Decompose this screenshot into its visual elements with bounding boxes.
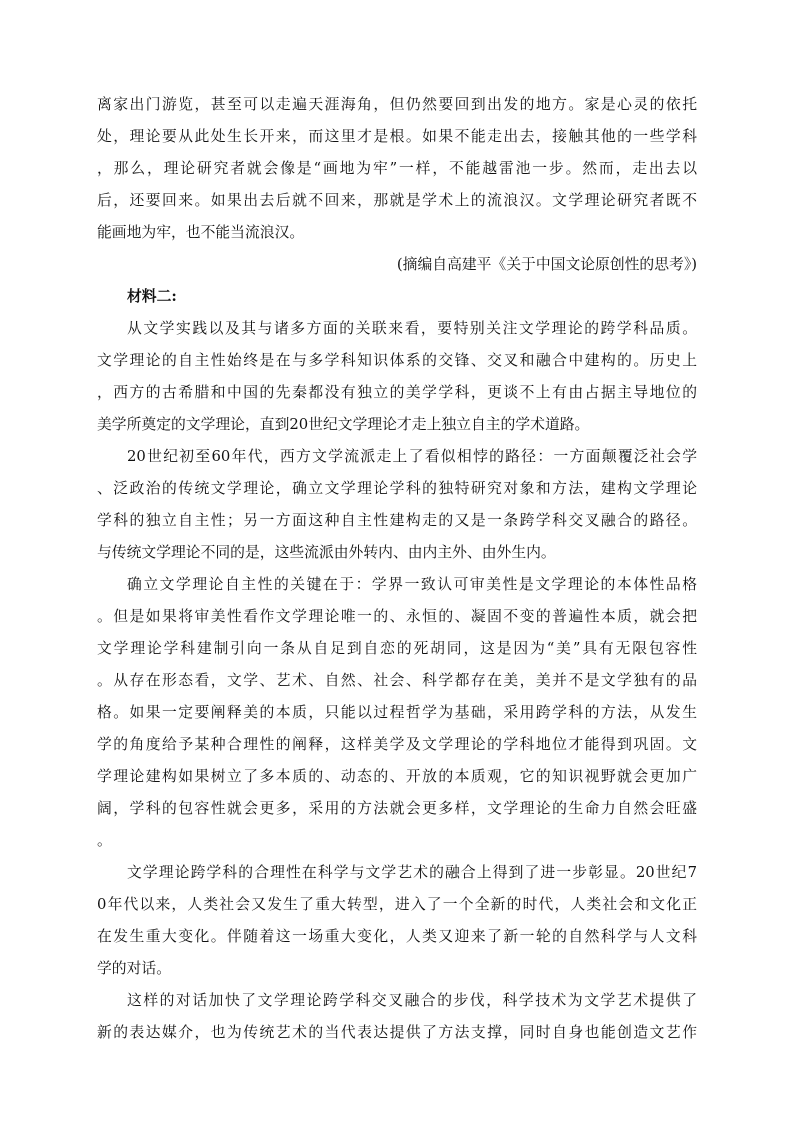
para1-line: 后，还要回来。如果出去后就不回来，那就是学术上的流浪汉。文学理论研究者既不 <box>97 192 697 209</box>
para4-line: 学理论建构如果树立了多本质的、动态的、开放的本质观，它的知识视野就会更加广 <box>97 768 697 785</box>
para4-line: 文学理论学科建制引向一条从自足到自恋的死胡同，这是因为“美”具有无限包容性 <box>97 640 697 657</box>
para6-line: 这样的对话加快了文学理论跨学科交叉融合的步伐，科学技术为文学艺术提供了 <box>127 992 697 1009</box>
para3-line: 学科的独立自主性；另一方面这种自主性建构走的又是一条跨学科交叉融合的路径。 <box>97 512 697 529</box>
para1-line: 处，理论要从此处生长开来，而这里才是根。如果不能走出去，接触其他的一些学科 <box>97 128 697 145</box>
para4-line: 学的角度给予某种合理性的阐释，这样美学及文学理论的学科地位才能得到巩固。文 <box>97 736 697 753</box>
para3-line: 20世纪初至60年代，西方文学流派走上了看似相悖的路径：一方面颠覆泛社会学 <box>127 448 697 465</box>
para4-line: 。但是如果将审美性看作文学理论唯一的、永恒的、凝固不变的普遍性本质，就会把 <box>97 608 697 625</box>
para1-line: 离家出门游览，甚至可以走遍天涯海角，但仍然要回到出发的地方。家是心灵的依托 <box>97 96 697 113</box>
para1-line: 能画地为牢，也不能当流浪汉。 <box>97 224 305 241</box>
para3-line: 与传统文学理论不同的是，这些流派由外转内、由内主外、由外生内。 <box>97 544 556 561</box>
para5-line: 0年代以来，人类社会又发生了重大转型，进入了一个全新的时代，人类社会和文化正 <box>97 896 697 913</box>
para2-line: ，西方的古希腊和中国的先秦都没有独立的美学学科，更谈不上有由占据主导地位的 <box>97 384 697 401</box>
para4-line: 阔，学科的包容性就会更多，采用的方法就会更多样，文学理论的生命力自然会旺盛 <box>97 800 697 817</box>
para4-line: 确立文学理论自主性的关键在于：学界一致认可审美性是文学理论的本体性品格 <box>127 576 697 593</box>
para5-line: 在发生重大变化。伴随着这一场重大变化，人类又迎来了新一轮的自然科学与人文科 <box>97 928 697 945</box>
para4-line: 格。如果一定要阐释美的本质，只能以过程哲学为基础，采用跨学科的方法，从发生 <box>97 704 697 721</box>
para3-line: 、泛政治的传统文学理论，确立文学理论学科的独特研究对象和方法，建构文学理论 <box>97 480 697 497</box>
para4-line: 。 <box>97 832 112 849</box>
para4-line: 。从存在形态看，文学、艺术、自然、社会、科学都存在美，美并不是文学独有的品 <box>97 672 697 689</box>
para1-line: ，那么，理论研究者就会像是“画地为牢”一样，不能越雷池一步。然而，走出去以 <box>97 160 697 177</box>
para2-line: 美学所奠定的文学理论，直到20世纪文学理论才走上独立自主的学术道路。 <box>97 416 590 433</box>
para2-line: 文学理论的自主性始终是在与多学科知识体系的交锋、交叉和融合中建构的。历史上 <box>97 352 697 369</box>
material2-heading: 材料二: <box>127 288 177 305</box>
source-citation: (摘编自高建平《关于中国文论原创性的思考》) <box>396 256 697 273</box>
para6-line: 新的表达媒介，也为传统艺术的当代表达提供了方法支撑，同时自身也能创造文艺作 <box>97 1024 697 1041</box>
para5-line: 学的对话。 <box>97 960 171 977</box>
para5-line: 文学理论跨学科的合理性在科学与文学艺术的融合上得到了进一步彰显。20世纪7 <box>127 864 697 881</box>
para2-line: 从文学实践以及其与诸多方面的关联来看，要特别关注文学理论的跨学科品质。 <box>127 320 697 337</box>
